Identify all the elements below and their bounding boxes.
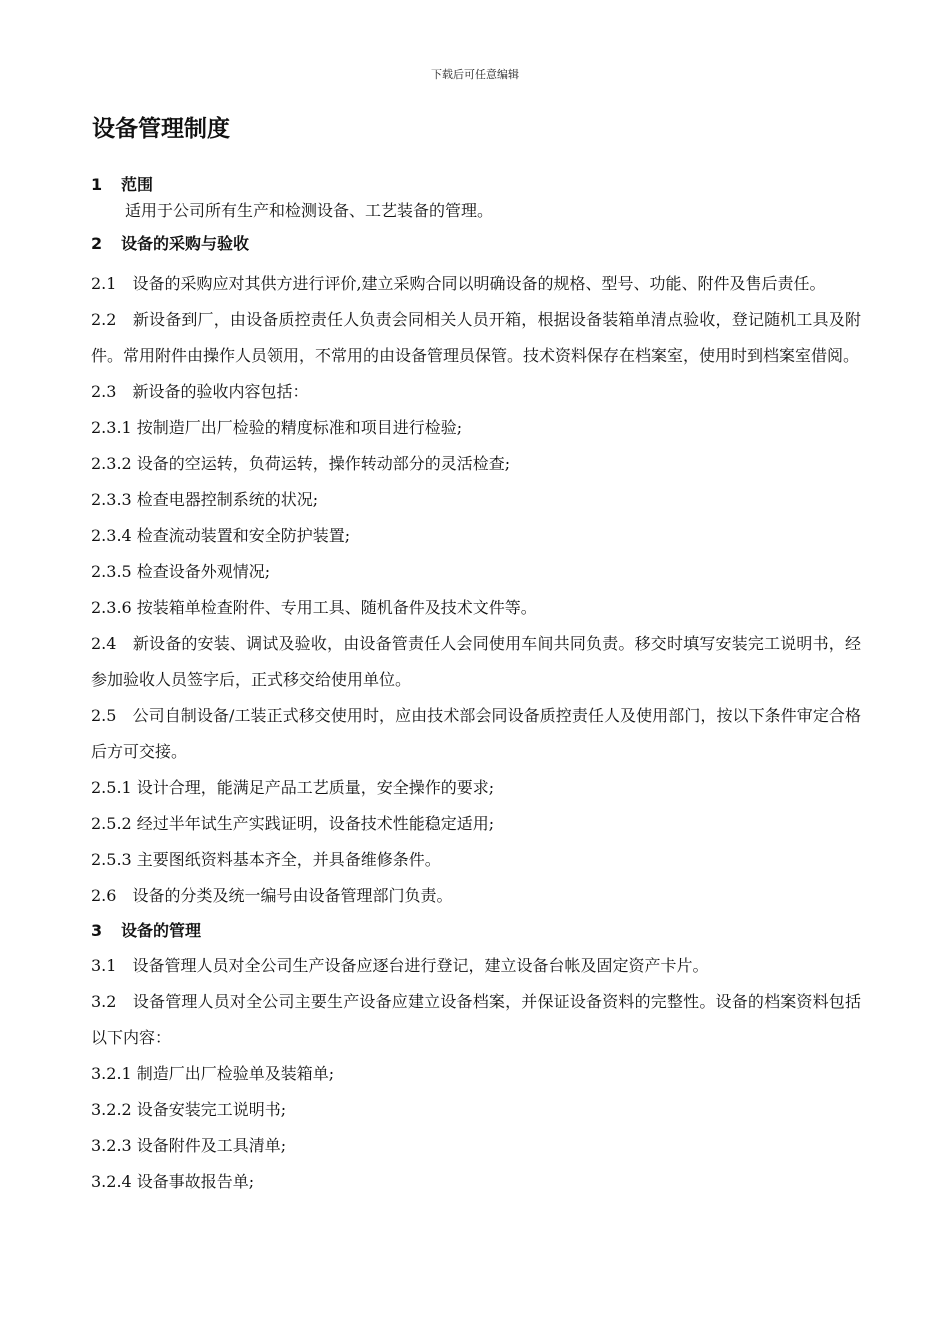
clause-2-5-3: 2.5.3 主要图纸资料基本齐全，并具备维修条件。 bbox=[91, 850, 441, 869]
clause-2-5-2: 2.5.2 经过半年试生产实践证明，设备技术性能稳定适用; bbox=[91, 814, 495, 833]
clause-2-3-2: 2.3.2 设备的空运转，负荷运转，操作转动部分的灵活检查; bbox=[91, 454, 511, 473]
document-title: 设备管理制度 bbox=[92, 116, 230, 142]
section-2-heading bbox=[91, 230, 861, 266]
clause-3-1: 3.1 设备管理人员对全公司生产设备应逐台进行登记，建立设备台帐及固定资产卡片。 bbox=[91, 956, 709, 975]
document-body bbox=[91, 172, 861, 1200]
section-1-body: 适用于公司所有生产和检测设备、工艺装备的管理。 bbox=[125, 201, 494, 220]
clause-3-2-1: 3.2.1 制造厂出厂检验单及装箱单; bbox=[91, 1064, 335, 1083]
section-title: 设备的管理 bbox=[121, 921, 202, 940]
section-number: 3 bbox=[91, 921, 103, 940]
section-title: 设备的采购与验收 bbox=[121, 234, 250, 253]
clause-3-2: 3.2 设备管理人员对全公司主要生产设备应建立设备档案，并保证设备资料的完整性。设备的档案资料包括以下内容： bbox=[91, 992, 861, 1047]
clause-2-3-5: 2.3.5 检查设备外观情况; bbox=[91, 562, 271, 581]
clause-2-2: 2.2 新设备到厂，由设备质控责任人负责会同相关人员开箱，根据设备装箱单清点验收，登记随机工具及附件。常用附件由操作人员领用，不常用的由设备管理员保管。技术资料保存在档案室，使用时到档案室借阅。 bbox=[91, 310, 861, 365]
section-1-heading bbox=[91, 172, 861, 198]
section-title: 范围 bbox=[121, 175, 154, 194]
clause-2-3-4: 2.3.4 检查流动装置和安全防护装置; bbox=[91, 526, 351, 545]
section-number: 1 bbox=[91, 175, 103, 194]
clause-2-4: 2.4 新设备的安装、调试及验收，由设备管责任人会同使用车间共同负责。移交时填写安装完工说明书，经参加验收人员签字后，正式移交给使用单位。 bbox=[91, 634, 861, 689]
clause-2-3-6: 2.3.6 按装箱单检查附件、专用工具、随机备件及技术文件等。 bbox=[91, 598, 537, 617]
clause-3-2-3: 3.2.3 设备附件及工具清单; bbox=[91, 1136, 287, 1155]
clause-3-2-2: 3.2.2 设备安装完工说明书; bbox=[91, 1100, 287, 1119]
clause-2-5-1: 2.5.1 设计合理，能满足产品工艺质量，安全操作的要求; bbox=[91, 778, 495, 797]
clause-3-2-4: 3.2.4 设备事故报告单; bbox=[91, 1172, 255, 1191]
section-number: 2 bbox=[91, 234, 103, 253]
page-header: 下载后可任意编辑 bbox=[431, 68, 519, 81]
clause-2-3: 2.3 新设备的验收内容包括： bbox=[91, 382, 309, 401]
clause-2-1: 2.1 设备的采购应对其供方进行评价,建立采购合同以明确设备的规格、型号、功能、附件及售后责任。 bbox=[91, 274, 826, 293]
clause-2-3-3: 2.3.3 检查电器控制系统的状况; bbox=[91, 490, 319, 509]
clause-2-5: 2.5 公司自制设备/工装正式移交使用时，应由技术部会同设备质控责任人及使用部门，按以下条件审定合格后方可交接。 bbox=[91, 706, 861, 761]
section-3-heading bbox=[91, 914, 861, 948]
clause-2-3-1: 2.3.1 按制造厂出厂检验的精度标准和项目进行检验; bbox=[91, 418, 463, 437]
clause-2-6: 2.6 设备的分类及统一编号由设备管理部门负责。 bbox=[91, 886, 453, 905]
